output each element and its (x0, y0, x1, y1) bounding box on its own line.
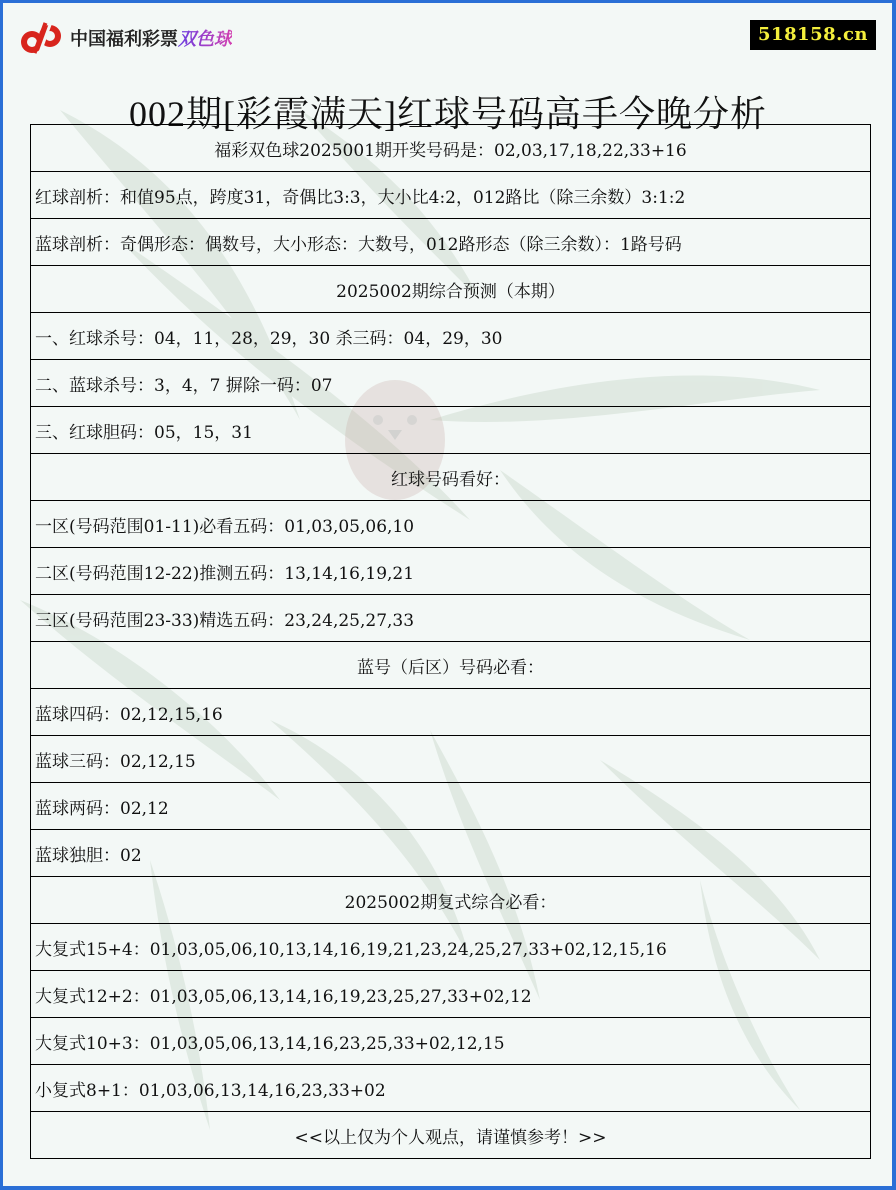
table-row-compound-8-1: 小复式8+1：01,03,06,13,14,16,23,33+02 (31, 1065, 870, 1112)
table-row-red-core: 三、红球胆码：05，15，31 (31, 407, 870, 454)
table-row-blue-two: 蓝球两码：02,12 (31, 783, 870, 830)
table-row-zone2: 二区(号码范围12-22)推测五码：13,14,16,19,21 (31, 548, 870, 595)
table-row-compound-12-2: 大复式12+2：01,03,05,06,13,14,16,19,23,25,27,33+02,12 (31, 971, 870, 1018)
logo-text-accent: 双色球 (178, 29, 232, 50)
table-row-zone1: 一区(号码范围01-11)必看五码：01,03,05,06,10 (31, 501, 870, 548)
table-row-blue-three: 蓝球三码：02,12,15 (31, 736, 870, 783)
cwl-logo-icon (20, 20, 64, 56)
site-badge[interactable]: 518158.cn (750, 20, 876, 50)
table-row-section-compound: 2025002期复式综合必看： (31, 877, 870, 924)
table-row-blue-single: 蓝球独胆：02 (31, 830, 870, 877)
table-row-disclaimer: <<以上仅为个人观点，请谨慎参考！>> (31, 1112, 870, 1159)
table-row-zone3: 三区(号码范围23-33)精选五码：23,24,25,27,33 (31, 595, 870, 642)
logo-text (70, 25, 232, 51)
table-row-red-kill: 一、红球杀号：04，11，28，29，30 杀三码：04，29，30 (31, 313, 870, 360)
header (0, 0, 896, 60)
page-title: 002期[彩霞满天]红球号码高手今晚分析 (129, 94, 767, 135)
lottery-logo[interactable] (20, 20, 232, 56)
table-row-section-red-picks: 红球号码看好： (31, 454, 870, 501)
table-row-draw-result: 福彩双色球2025001期开奖号码是：02,03,17,18,22,33+16 (31, 125, 870, 172)
table-row-blue-kill: 二、蓝球杀号：3，4，7 摒除一码：07 (31, 360, 870, 407)
table-row-compound-10-3: 大复式10+3：01,03,05,06,13,14,16,23,25,33+02,12,15 (31, 1018, 870, 1065)
analysis-table (30, 124, 871, 1159)
table-row-section-forecast: 2025002期综合预测（本期） (31, 266, 870, 313)
logo-text-main: 中国福利彩票 (70, 29, 178, 50)
table-row-blue-four: 蓝球四码：02,12,15,16 (31, 689, 870, 736)
table-row-red-analysis: 红球剖析：和值95点，跨度31，奇偶比3:3，大小比4:2，012路比（除三余数）3:1:2 (31, 172, 870, 219)
table-row-compound-15-4: 大复式15+4：01,03,05,06,10,13,14,16,19,21,23,24,25,27,33+02,12,15,16 (31, 924, 870, 971)
table-row-blue-analysis: 蓝球剖析：奇偶形态：偶数号，大小形态：大数号，012路形态（除三余数）：1路号码 (31, 219, 870, 266)
table-row-section-blue-picks: 蓝号（后区）号码必看： (31, 642, 870, 689)
